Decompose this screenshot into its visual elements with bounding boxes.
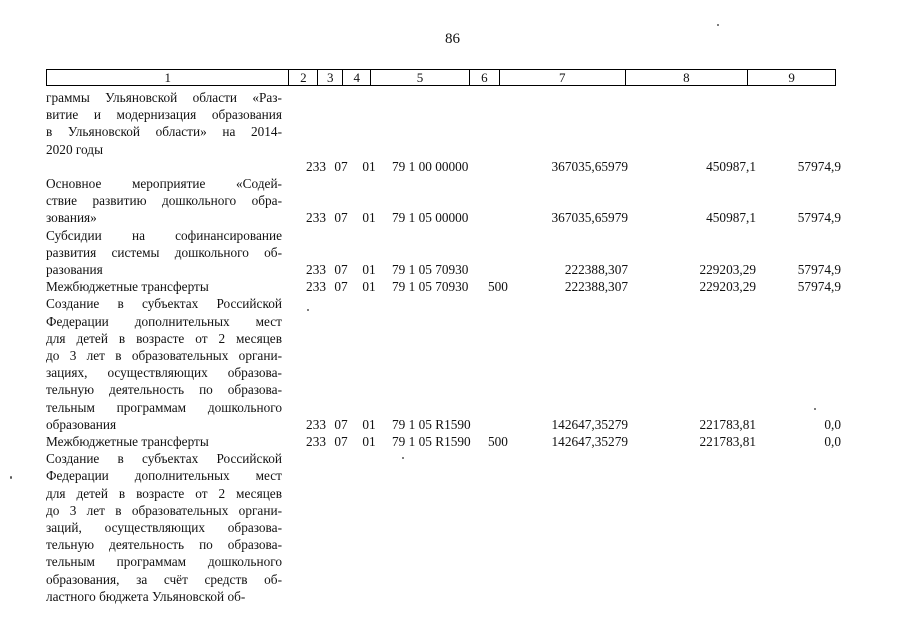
description-line: Межбюджетные трансферты (46, 434, 209, 450)
table-row (46, 175, 846, 227)
scan-speck (814, 408, 816, 410)
description-line: Федерации дополнительных мест (46, 468, 282, 484)
description-line: Создание в субъектах Российской (46, 296, 282, 312)
cell-c5: 79 1 05 70930 (392, 262, 469, 278)
cell-c4: 01 (362, 434, 376, 450)
cell-c5: 79 1 05 R1590 (392, 416, 471, 432)
table-row (46, 433, 846, 450)
description-line: Федерации дополнительных мест (46, 313, 282, 329)
cell-c7: 222388,307 (564, 262, 628, 278)
cell-c2: 233 (306, 262, 326, 278)
cell-c8: 221783,81 (699, 416, 756, 432)
header-cell-2: 2 (289, 70, 318, 85)
header-cell-5: 5 (371, 70, 470, 85)
table-row (46, 450, 846, 605)
cell-c9: 57974,9 (797, 279, 841, 295)
cell-c2: 233 (306, 158, 326, 174)
cell-c4: 01 (362, 416, 376, 432)
table-row (46, 158, 846, 175)
cell-c8: 229203,29 (699, 279, 756, 295)
description-line: Субсидии на софинансирование (46, 227, 282, 243)
description-line: до 3 лет в образовательных органи- (46, 348, 282, 364)
header-cell-6: 6 (470, 70, 500, 85)
row-description (46, 295, 282, 433)
table-header (46, 69, 836, 86)
cell-c4: 01 (362, 279, 376, 295)
row-description (46, 278, 282, 295)
cell-c7: 142647,35279 (551, 416, 628, 432)
cell-c6: 500 (488, 279, 508, 295)
cell-c9: 0,0 (824, 434, 841, 450)
scan-speck (10, 476, 12, 479)
header-cell-9: 9 (788, 70, 795, 85)
header-cell-3: 3 (318, 70, 343, 85)
table-row (46, 227, 846, 279)
cell-c3: 07 (334, 434, 348, 450)
table-row (46, 295, 846, 433)
cell-c7: 142647,35279 (551, 434, 628, 450)
cell-c3: 07 (334, 210, 348, 226)
description-line: разования (46, 262, 103, 278)
table-row (46, 278, 846, 295)
cell-c9: 57974,9 (797, 158, 841, 174)
cell-c2: 233 (306, 279, 326, 295)
cell-c8: 450987,1 (706, 210, 756, 226)
row-description (46, 227, 282, 279)
description-line: зования» (46, 210, 97, 226)
cell-c3: 07 (334, 416, 348, 432)
table-row (46, 89, 846, 158)
description-line: Межбюджетные трансферты (46, 279, 209, 295)
description-line: Создание в субъектах Российской (46, 451, 282, 467)
description-line: тельную деятельность по образова- (46, 382, 282, 398)
description-line: развития системы дошкольного об- (46, 244, 282, 260)
cell-c2: 233 (306, 416, 326, 432)
cell-c4: 01 (362, 158, 376, 174)
cell-c8: 450987,1 (706, 158, 756, 174)
description-line: тельным программам дошкольного (46, 399, 282, 415)
cell-c5: 79 1 05 00000 (392, 210, 469, 226)
cell-c5: 79 1 00 00000 (392, 158, 469, 174)
cell-c5: 79 1 05 R1590 (392, 434, 471, 450)
header-cell-4: 4 (343, 70, 371, 85)
scan-speck (307, 309, 309, 311)
cell-c3: 07 (334, 279, 348, 295)
row-description (46, 89, 282, 158)
cell-c3: 07 (334, 158, 348, 174)
cell-c7: 222388,307 (564, 279, 628, 295)
description-line: для детей в возрасте от 2 месяцев (46, 330, 282, 346)
description-line: тельным программам дошкольного (46, 554, 282, 570)
cell-c9: 57974,9 (797, 262, 841, 278)
page-number: 86 (445, 31, 460, 47)
header-cell-1: 1 (47, 70, 289, 85)
cell-c5: 79 1 05 70930 (392, 279, 469, 295)
cell-c9: 0,0 (824, 416, 841, 432)
description-line: заций, осуществляющих образова- (46, 520, 282, 536)
description-line: для детей в возрасте от 2 месяцев (46, 485, 282, 501)
description-line: в Ульяновской области» на 2014- (46, 124, 282, 140)
header-cell-8: 8 (626, 70, 749, 85)
header-cell-7: 7 (500, 70, 626, 85)
cell-c4: 01 (362, 262, 376, 278)
cell-c2: 233 (306, 434, 326, 450)
description-line: образования (46, 416, 117, 432)
description-line: до 3 лет в образовательных органи- (46, 502, 282, 518)
table-body (46, 89, 846, 605)
scan-speck (402, 457, 404, 459)
description-line: ластного бюджета Ульяновской об- (46, 588, 246, 604)
cell-c7: 367035,65979 (551, 158, 628, 174)
cell-c9: 57974,9 (797, 210, 841, 226)
row-description (46, 175, 282, 227)
row-description (46, 450, 282, 605)
cell-c6: 500 (488, 434, 508, 450)
cell-c8: 229203,29 (699, 262, 756, 278)
description-line: Основное мероприятие «Содей- (46, 176, 282, 192)
cell-c4: 01 (362, 210, 376, 226)
description-line: зациях, осуществляющих образова- (46, 365, 282, 381)
cell-c2: 233 (306, 210, 326, 226)
cell-c8: 221783,81 (699, 434, 756, 450)
cell-c7: 367035,65979 (551, 210, 628, 226)
description-line: ствие развитию дошкольного обра- (46, 193, 282, 209)
row-description (46, 433, 282, 450)
description-line: витие и модернизация образования (46, 107, 282, 123)
description-line: 2020 годы (46, 141, 104, 157)
description-line: граммы Ульяновской области «Раз- (46, 90, 282, 105)
description-line: образования, за счёт средств об- (46, 571, 282, 587)
cell-c3: 07 (334, 262, 348, 278)
description-line: тельную деятельность по образова- (46, 537, 282, 553)
scan-speck (717, 24, 719, 26)
